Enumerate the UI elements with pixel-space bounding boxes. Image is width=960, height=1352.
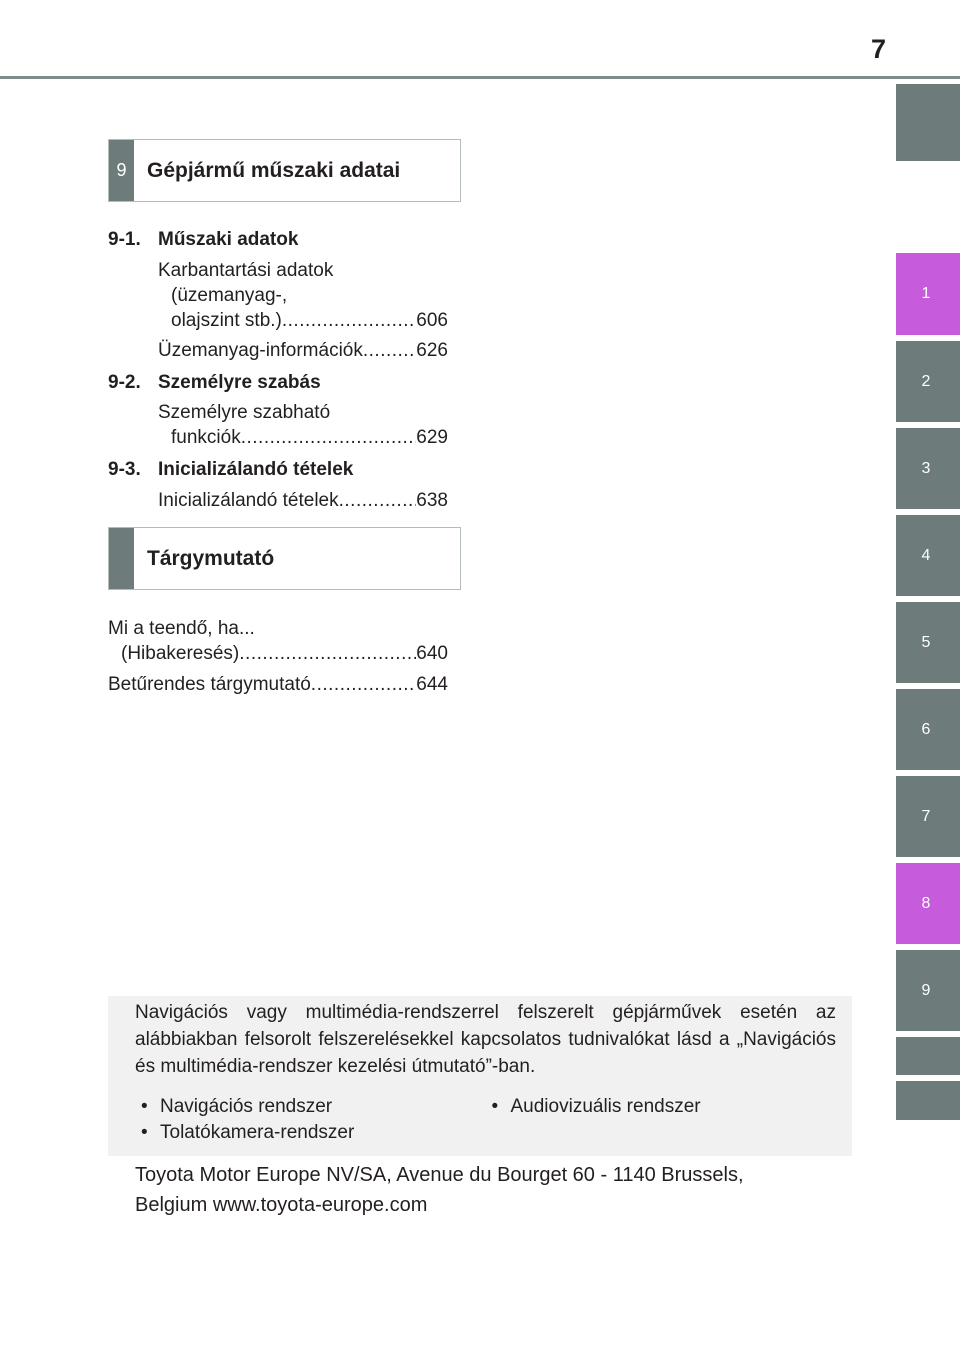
info-box xyxy=(108,996,852,1156)
chapter-heading[interactable]: 9-3. Inicializálandó tételek xyxy=(108,459,354,480)
section-number: 9 xyxy=(109,140,134,201)
section-title: Gépjármű műszaki adatai xyxy=(147,158,401,182)
bullet-item: • Tolatókamera-rendszer xyxy=(135,1120,486,1146)
bullet-column-right xyxy=(486,1094,837,1146)
bullet-item: • Audiovizuális rendszer xyxy=(486,1094,837,1120)
side-tab-4[interactable]: 4 xyxy=(896,515,960,596)
chapter-heading[interactable]: 9-2. Személyre szabás xyxy=(108,372,321,393)
side-tab-blank-2[interactable] xyxy=(896,1081,960,1120)
side-tab-5[interactable]: 5 xyxy=(896,602,960,683)
section-9-toc xyxy=(108,227,448,513)
info-bullets xyxy=(135,1094,836,1146)
toc-entry[interactable]: Mi a teendő, ha... (Hibakeresés) ..... 640 xyxy=(108,616,448,666)
side-tab-9[interactable]: 9 xyxy=(896,950,960,1031)
toc-entry[interactable]: Személyre szabható funkciók ..... 629 xyxy=(158,400,448,450)
section-number-blank xyxy=(109,528,134,589)
index-toc xyxy=(108,616,448,697)
chapter-heading[interactable]: 9-1. Műszaki adatok xyxy=(108,229,299,250)
page-ref: 644 xyxy=(416,674,448,695)
side-tab-7[interactable]: 7 xyxy=(896,776,960,857)
index-section-header xyxy=(108,527,461,590)
section-title: Tárgymutató xyxy=(147,546,275,570)
page-ref: 606 xyxy=(416,310,448,331)
side-tab-3[interactable]: 3 xyxy=(896,428,960,509)
page-ref: 638 xyxy=(416,490,448,511)
side-tab-blank-1[interactable] xyxy=(896,1037,960,1075)
side-tab-6[interactable]: 6 xyxy=(896,689,960,770)
side-tab-2[interactable]: 2 xyxy=(896,341,960,422)
toc-entry[interactable]: Karbantartási adatok (üzemanyag-, olajszint stb.) ..... 606 xyxy=(158,258,448,333)
side-tab-1[interactable]: 1 xyxy=(896,253,960,335)
side-tab-8[interactable]: 8 xyxy=(896,863,960,944)
publisher-address: Toyota Motor Europe NV/SA, Avenue du Bourget 60 - 1140 Brussels, Belgium www.toyota-europe.com xyxy=(135,1164,744,1216)
top-rule xyxy=(0,76,960,79)
bullet-column-left xyxy=(135,1094,486,1146)
toc-entry[interactable]: Betűrendes tárgymutató ..... 644 xyxy=(108,672,448,697)
page-ref: 626 xyxy=(416,340,448,361)
bullet-item: • Navigációs rendszer xyxy=(135,1094,486,1120)
toc-entry[interactable]: Inicializálandó tételek ..... 638 xyxy=(158,488,448,513)
section-9-header xyxy=(108,139,461,202)
toc-entry[interactable]: Üzemanyag-információk ..... 626 xyxy=(158,338,448,363)
page-ref: 640 xyxy=(416,643,448,664)
info-paragraph: Navigációs vagy multimédia-rendszerrel felszerelt gépjárművek esetén az alábbiakban felsorolt felszerelésekkel kapcsolatos tudnivalókat lásd a „Navigációs és multimédia-rendszer kezelési útmutató”-ban. xyxy=(135,1002,836,1077)
side-tab-top[interactable] xyxy=(896,84,960,161)
page-number: 7 xyxy=(870,34,886,64)
page-ref: 629 xyxy=(416,427,448,448)
